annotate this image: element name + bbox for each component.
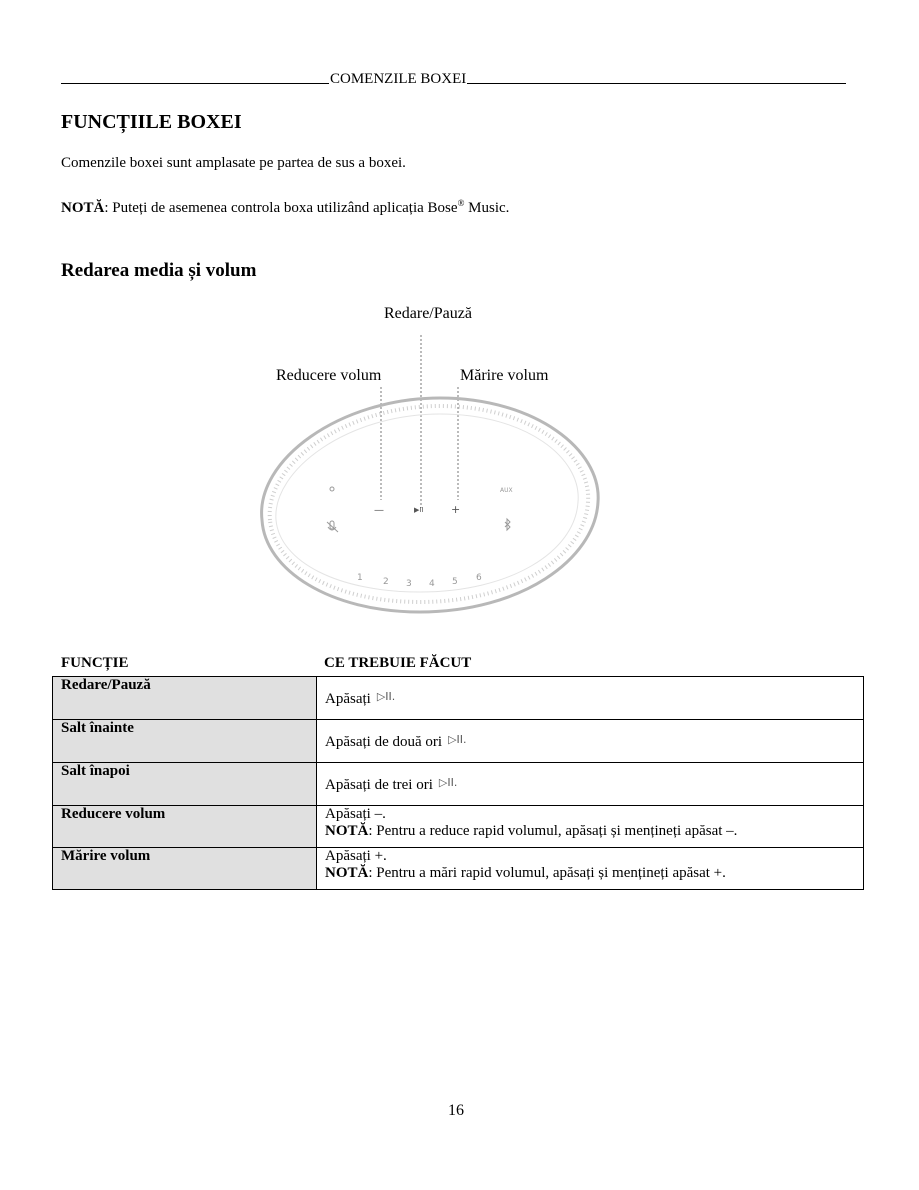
play-pause-button: ▶II bbox=[414, 506, 424, 514]
action-cell bbox=[317, 677, 864, 720]
play-pause-icon: ▷II. bbox=[438, 776, 458, 789]
label-volume-down: Reducere volum bbox=[276, 367, 382, 384]
table-header-action: CE TREBUIE FĂCUT bbox=[324, 655, 472, 671]
note-label: NOTĂ bbox=[325, 823, 369, 839]
action-note bbox=[325, 823, 855, 840]
function-cell: Salt înainte bbox=[53, 720, 317, 763]
note-text: : Pentru a mări rapid volumul, apăsați și mențineți apăsat +. bbox=[368, 865, 726, 881]
function-cell: Reducere volum bbox=[53, 806, 317, 848]
function-cell: Redare/Pauză bbox=[53, 677, 317, 720]
header-rule-right bbox=[467, 83, 846, 84]
speaker-inner-edge bbox=[276, 414, 578, 592]
preset-5: 5 bbox=[452, 577, 458, 587]
table-row bbox=[53, 677, 864, 720]
preset-3: 3 bbox=[406, 579, 412, 589]
speaker-grille-ring bbox=[270, 406, 588, 602]
action-button-icon bbox=[330, 487, 334, 491]
action-text: Apăsați –. bbox=[325, 806, 386, 822]
preset-2: 2 bbox=[383, 577, 389, 587]
play-pause-icon: ▷II. bbox=[448, 733, 467, 746]
note-text: : Pentru a reduce rapid volumul, apăsați și mențineți apăsat –. bbox=[368, 823, 738, 839]
table-header-function: FUNCȚIE bbox=[61, 655, 129, 671]
action-cell bbox=[317, 848, 864, 890]
note-text-after: Music. bbox=[464, 200, 510, 216]
page-number: 16 bbox=[448, 1102, 464, 1119]
intro-paragraph: Comenzile boxei sunt amplasate pe partea de sus a boxei. bbox=[61, 155, 406, 171]
table-row bbox=[53, 720, 864, 763]
action-cell bbox=[317, 720, 864, 763]
table-row bbox=[53, 763, 864, 806]
preset-1: 1 bbox=[357, 573, 363, 583]
preset-buttons bbox=[357, 573, 482, 589]
action-text: Apăsați de două ori bbox=[325, 734, 443, 750]
aux-label: AUX bbox=[500, 487, 513, 494]
functions-table bbox=[52, 676, 864, 890]
function-cell: Mărire volum bbox=[53, 848, 317, 890]
running-header bbox=[61, 70, 846, 88]
action-cell bbox=[317, 806, 864, 848]
volume-up-button: + bbox=[451, 503, 461, 516]
bluetooth-icon bbox=[505, 519, 510, 530]
preset-6: 6 bbox=[476, 573, 482, 583]
subsection-title: Redarea media și volum bbox=[61, 260, 257, 281]
action-text: Apăsați de trei ori bbox=[325, 777, 433, 793]
note-paragraph bbox=[61, 198, 509, 217]
function-cell: Salt înapoi bbox=[53, 763, 317, 806]
mic-off-icon bbox=[327, 521, 338, 532]
table-row bbox=[53, 806, 864, 848]
header-rule-left bbox=[61, 83, 329, 84]
action-text: Apăsați +. bbox=[325, 848, 387, 864]
action-note bbox=[325, 865, 855, 882]
table-row bbox=[53, 848, 864, 890]
note-text-before: : Puteți de asemenea controla boxa utilizând aplicația Bose bbox=[104, 200, 458, 216]
note-label: NOTĂ bbox=[61, 200, 105, 216]
note-label: NOTĂ bbox=[325, 865, 369, 881]
label-volume-up: Mărire volum bbox=[460, 367, 549, 384]
play-pause-icon: ▷II. bbox=[376, 690, 396, 703]
action-cell bbox=[317, 763, 864, 806]
preset-4: 4 bbox=[429, 579, 435, 589]
section-title: FUNCȚIILE BOXEI bbox=[61, 111, 242, 133]
header-title: COMENZILE BOXEI bbox=[330, 71, 467, 87]
label-play-pause: Redare/Pauză bbox=[384, 305, 472, 322]
registered-mark: ® bbox=[457, 198, 465, 208]
action-text: Apăsați bbox=[325, 691, 371, 707]
speaker-top-illustration bbox=[250, 330, 610, 620]
volume-down-button: — bbox=[374, 505, 384, 516]
